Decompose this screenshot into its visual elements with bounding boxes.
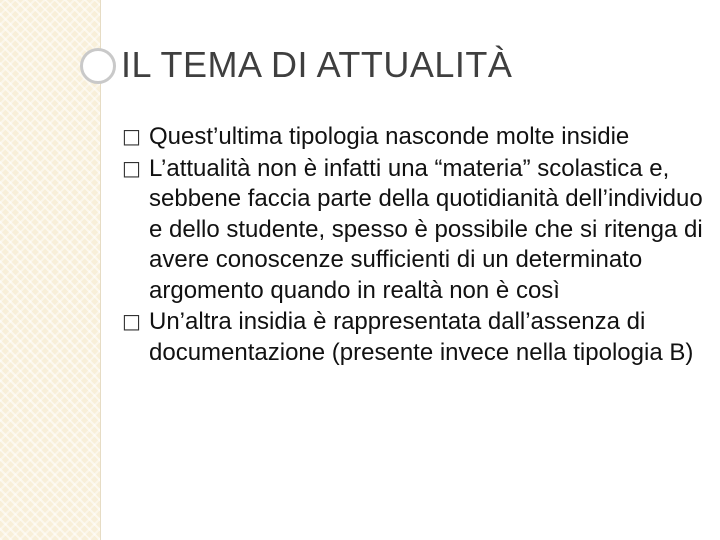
- bullet-item: [122, 306, 712, 368]
- slide-title: IL TEMA DI ATTUALITÀ: [121, 44, 513, 85]
- bullet-box-icon: □: [122, 155, 141, 180]
- decorative-ring-icon: [80, 48, 116, 84]
- decorative-side-band: [0, 0, 100, 540]
- bullet-item: [122, 153, 712, 307]
- bullet-text: Un’altra insidia è rappresentata dall’assenza di documentazione (presente invece nella tipologia B): [149, 308, 694, 366]
- bullet-text: Quest’ultima tipologia nasconde molte insidie: [149, 123, 630, 150]
- bullet-box-icon: □: [122, 309, 141, 333]
- bullet-list: [122, 121, 712, 368]
- bullet-box-icon: □: [122, 124, 141, 148]
- bullet-text: L’attualità non è infatti una “materia” scolastica e, sebbene faccia parte della quotidianità dell’individuo e dello studente, spesso è possibile che si ritenga di avere conoscenze sufficienti di un determinato argomento quando in realtà non è così: [149, 154, 703, 304]
- bullet-item: [122, 121, 712, 153]
